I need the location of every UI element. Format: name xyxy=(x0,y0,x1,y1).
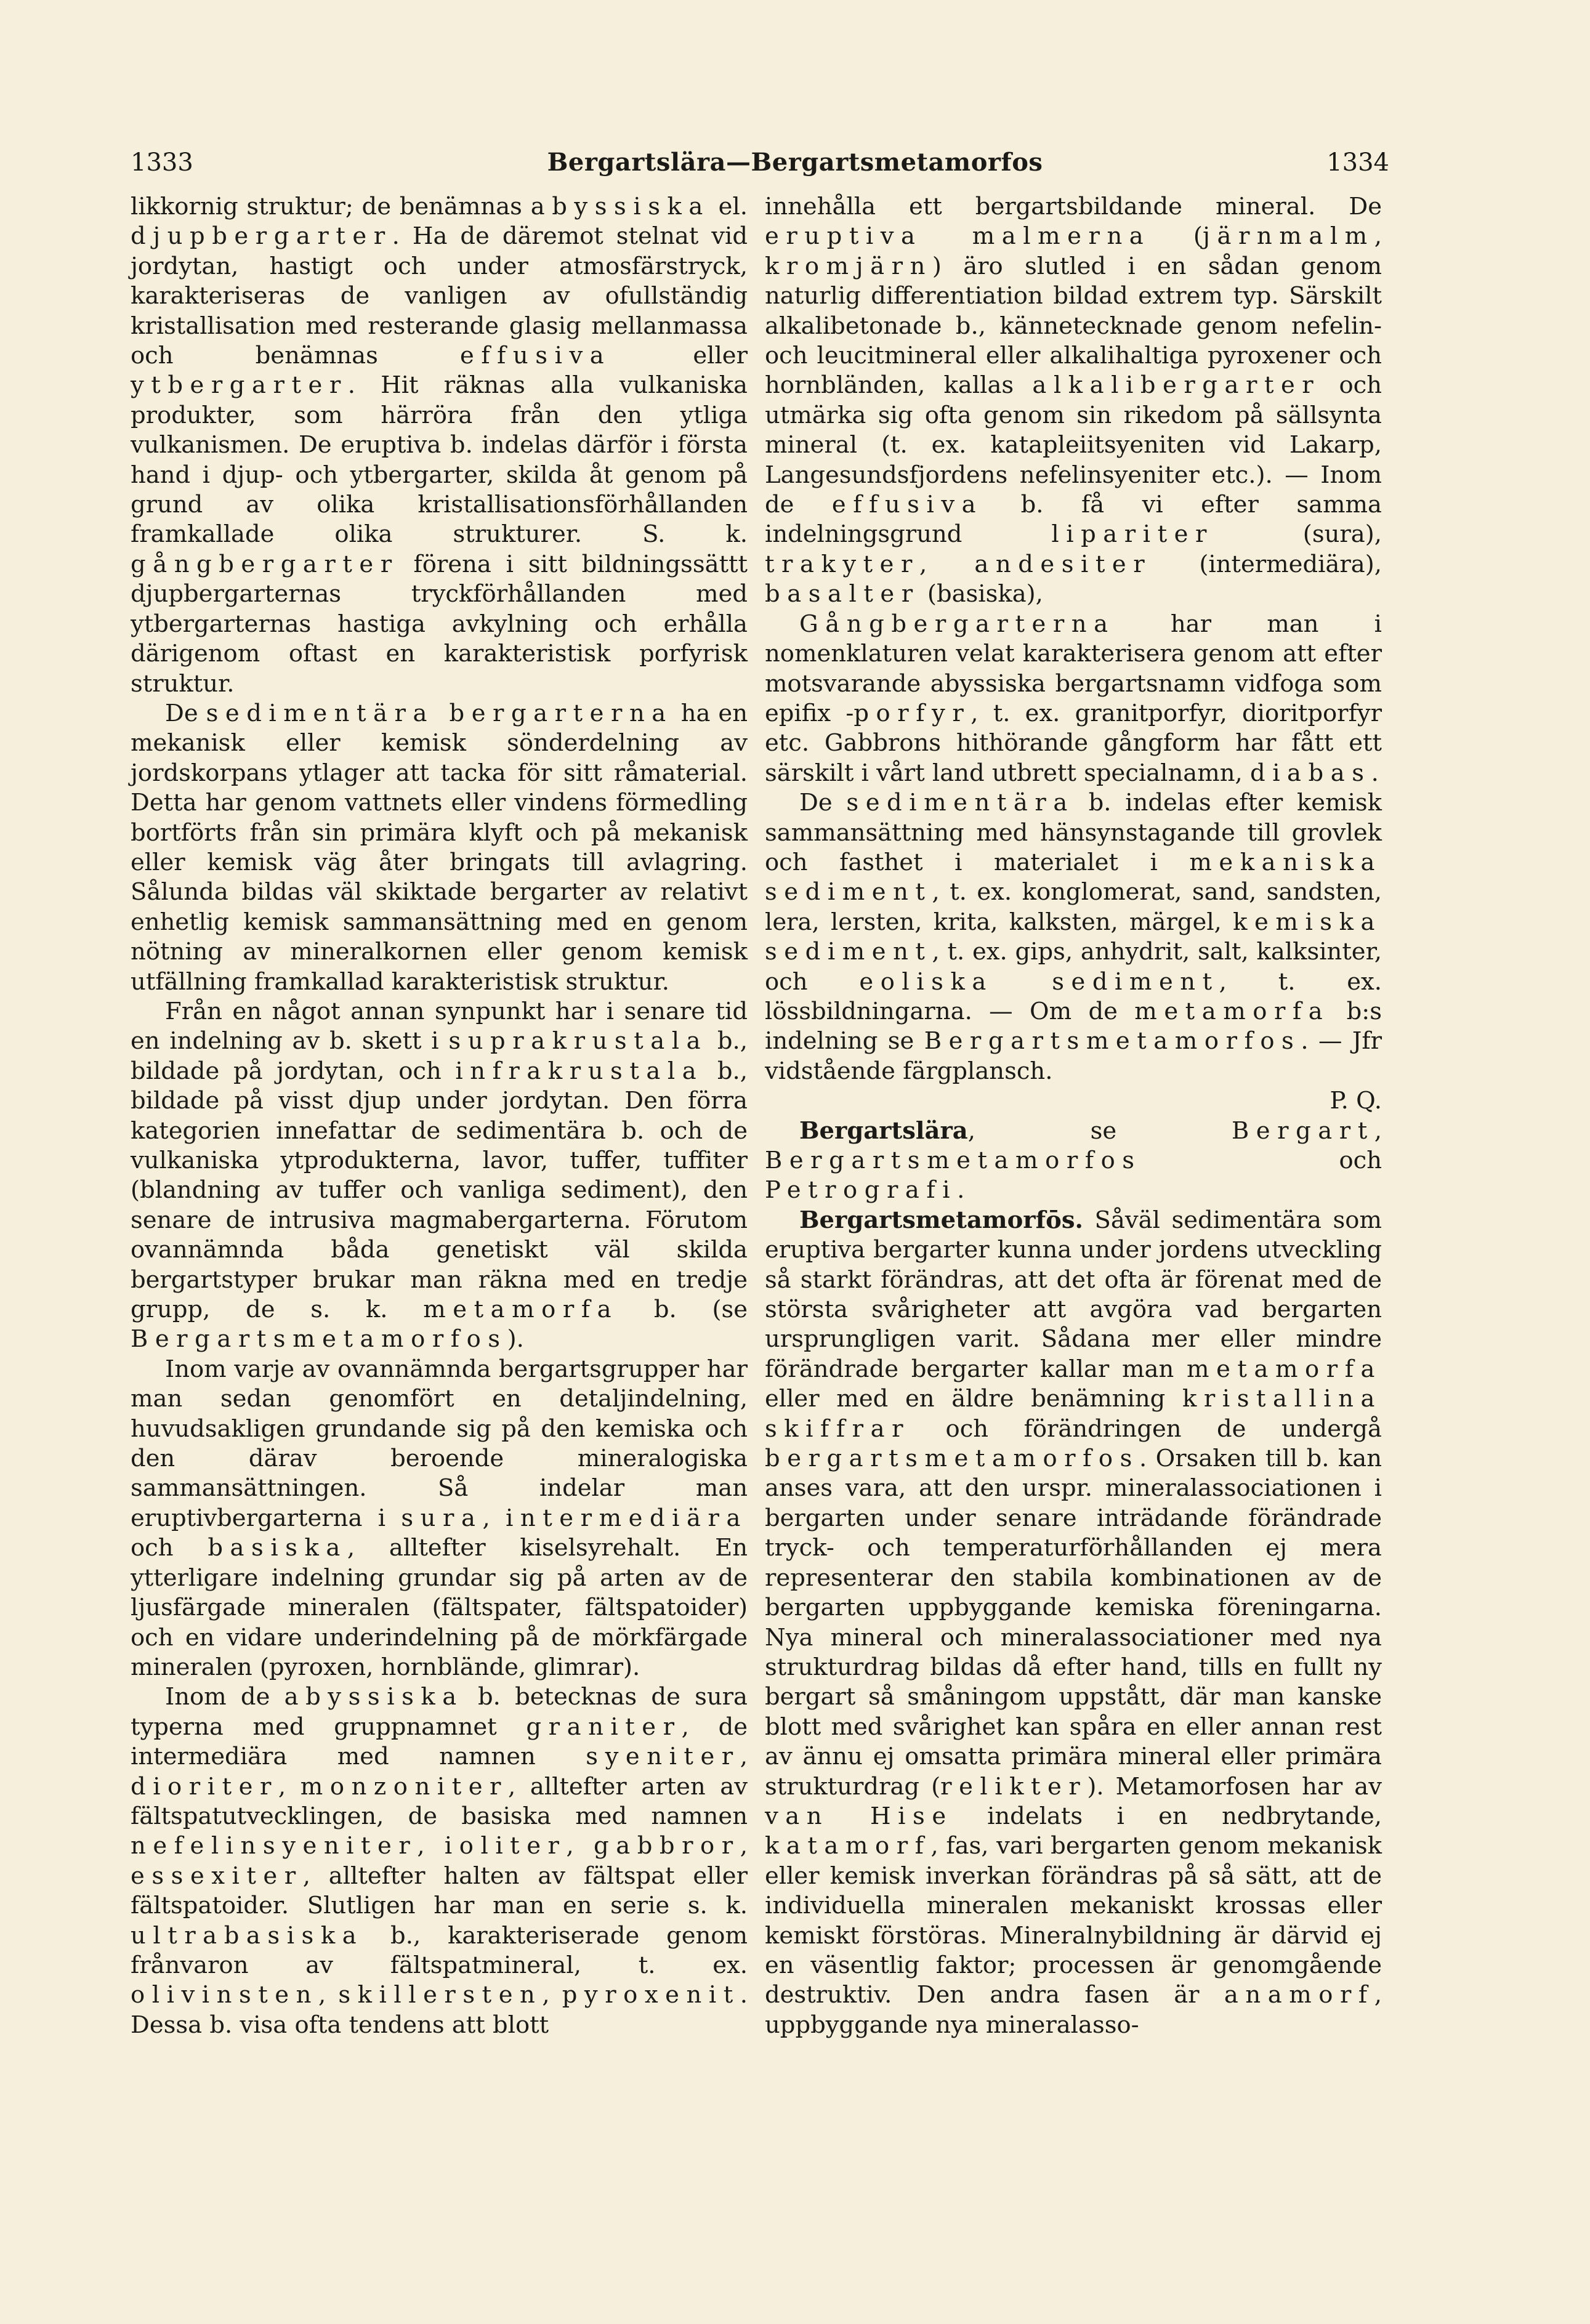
text-run: , xyxy=(278,1772,301,1801)
text-run: , se xyxy=(967,1116,1232,1145)
text-run: b. (se xyxy=(618,1296,748,1324)
spaced-term: anamorf xyxy=(1224,1981,1374,2009)
text-run: , xyxy=(919,550,975,578)
spaced-term: gabbror xyxy=(594,1832,740,1860)
spaced-term: alkalibergarter xyxy=(1032,371,1321,400)
text-run: , t. ex. lössbildningarna. — Om de xyxy=(765,967,1382,1025)
spaced-term: ultrabasiska xyxy=(131,1921,364,1950)
page-header xyxy=(0,145,1590,182)
page-number-left: 1333 xyxy=(131,148,193,177)
text-run: , xyxy=(417,1832,445,1860)
spaced-term: sedimentära xyxy=(846,789,1075,817)
text-run: (intermediära), xyxy=(1152,550,1382,578)
text-run: P. Q. xyxy=(1330,1087,1382,1115)
headword: Bergartslära xyxy=(799,1116,968,1145)
text-run: . Orsaken till b. kan anses vara, att den urspr. mineralassociationen i bergarten under senare inträdande förändrade tryck- och temperaturförhållanden ej mera representerar den stabila kombinationen av de bergarten uppbyggande kemiska föreningarna. Nya mineral och mineralassociationer med nya strukturdrag bildas då efter hand, tills en fullt ny bergart så småningom uppstått, där man kanske blott med svårighet kan spåra en eller annan rest av ännu ej omsatta primära mineral eller primära strukturdrag ( xyxy=(765,1445,1382,1801)
spaced-term: sedimentära bergarterna xyxy=(206,699,673,727)
text-run: eller med en äldre benämning xyxy=(765,1385,1183,1413)
text-run: , uppbyggande nya mineralasso- xyxy=(765,1981,1382,2039)
spaced-term: essexiter xyxy=(131,1862,303,1890)
spaced-term: metamorfa xyxy=(423,1296,619,1324)
text-run: innehålla ett bergartsbildande mineral. De xyxy=(765,193,1382,220)
spaced-term: olivinsten xyxy=(131,1981,318,2009)
text-run: eller xyxy=(611,342,748,370)
text-run: likkornig struktur; de benämnas xyxy=(131,193,531,220)
text-run: har man i nomenklaturen velat karakterisera genom att efter motsvarande abyssiska bergartsnamn vidfoga som epifix - xyxy=(765,610,1382,727)
text-run: . xyxy=(1371,759,1379,787)
spaced-term: skillersten xyxy=(338,1981,543,2009)
spaced-term: effusiva xyxy=(831,491,983,519)
spaced-term: monzoniter xyxy=(300,1772,509,1801)
paragraph xyxy=(765,788,1382,1086)
spaced-term: kemiska sediment xyxy=(765,908,1382,966)
spaced-term: katamorf xyxy=(765,1832,931,1860)
text-run: , alltefter halten av fältspat eller fältspatoider. Slutligen har man en serie s. k. xyxy=(131,1862,748,1920)
text-run: ha en mekanisk eller kemisk sönderdelning av jordskorpans ytlager att tacka för sitt råmaterial. Detta har genom vattnets eller vindens förmedling bortförts från sin primära klyft och på mekanisk eller kemisk väg åter bringats till avlagring. Sålunda bildas väl skiktade bergarter av relativt enhetlig kemisk sammansättning med en genom nötning av mineralkornen eller genom kemisk utfällning framkallad karakteristisk struktur. xyxy=(131,699,748,996)
page-number-right: 1334 xyxy=(1326,148,1389,177)
spaced-term: trakyter xyxy=(765,550,919,578)
spaced-term: suprakrustala xyxy=(448,1027,708,1055)
text-run: , xyxy=(542,1981,562,2009)
spaced-term: basalter xyxy=(765,580,920,608)
text-run: , t. ex. konglomerat, sand, sandsten, lera, lersten, krita, kalksten, märgel, xyxy=(765,878,1382,936)
spaced-term: Petrografi xyxy=(765,1176,958,1204)
text-run: (sura), xyxy=(1213,520,1382,549)
text-run: och xyxy=(131,1534,208,1562)
paragraph xyxy=(131,1355,748,1682)
text-run: , t. ex. gips, anhydrit, salt, kalksinter, och xyxy=(765,938,1382,996)
paragraph xyxy=(131,192,748,699)
text-run: , xyxy=(1374,1116,1382,1145)
text-run: , fas, vari bergarten genom mekanisk eller kemisk inverkan förändras på så sätt, att de individuella mineralen mekaniskt krossas eller kemiskt förstöras. Mineralnybildning är därvid ej en väsentlig faktor; processen är genomgående destruktiv. Den andra fasen är xyxy=(765,1832,1382,2009)
text-run: b. betecknas de sura typerna med gruppnamnet xyxy=(131,1683,748,1741)
text-run: , alltefter arten av fältspatutvecklingen, de basiska med namnen xyxy=(131,1772,748,1830)
spaced-term: järnmalm xyxy=(1202,222,1374,251)
spaced-term: Bergart xyxy=(1231,1116,1374,1145)
text-run: , de intermediära med namnen xyxy=(131,1713,748,1771)
paragraph xyxy=(131,1682,748,2040)
paragraph xyxy=(765,192,1382,610)
running-title: Bergartslära—Bergartsmetamorfos xyxy=(547,148,1043,177)
spaced-term: mekaniska sediment xyxy=(765,848,1382,906)
text-run: förena i sitt bildningssättt djupbergarternas tryckförhållanden med ytbergarternas hastiga avkylning och erhålla därigenom oftast en karakteristisk porfyrisk struktur. xyxy=(131,550,748,698)
spaced-term: Bergartsmetamorfos xyxy=(131,1325,507,1354)
text-run: b., karakteriserade genom frånvaron av fältspatmineral, t. ex. xyxy=(131,1921,748,1979)
text-run: b., bildade på jordytan, och xyxy=(131,1027,748,1085)
spaced-term: intermediära xyxy=(506,1504,748,1532)
spaced-term: pyroxenit xyxy=(562,1981,740,2009)
text-run: , xyxy=(566,1832,594,1860)
spaced-term: sura xyxy=(401,1504,483,1532)
text-run: b. indelas efter kemisk sammansättning med hänsynstagande till grovlek och fasthet i materialet i xyxy=(765,789,1382,876)
text-run: . — Jfr vidstående färgplansch. xyxy=(765,1027,1382,1085)
text-run: , xyxy=(482,1504,506,1532)
text-run: De xyxy=(799,789,847,817)
text-run: . Hit räknas alla vulkaniska produkter, som härröra från den ytliga vulkanismen. De eruptiva b. indelas därför i första hand i djup- och ytbergarter, skilda åt genom på grund av olika kristallisationsförhållanden framkallade olika strukturer. S. k. xyxy=(131,371,748,549)
spaced-term: metamorfa xyxy=(1187,1355,1382,1383)
spaced-term: metamorfa xyxy=(1134,997,1330,1025)
text-run: , t. ex. granitporfyr, dioritporfyr etc. Gabbrons hithörande gångform har fått ett särskilt i vårt land utbrett specialnamn, xyxy=(765,699,1382,787)
author-signature xyxy=(765,1086,1382,1116)
text-run: och xyxy=(1141,1147,1382,1174)
spaced-term: kristallina skiffrar xyxy=(765,1385,1382,1443)
left-column xyxy=(131,192,748,2040)
headword: Bergartsmetamorfōs. xyxy=(799,1206,1083,1234)
paragraph xyxy=(131,997,748,1355)
paragraph xyxy=(131,699,748,997)
text-run: indelats i en nedbrytande, xyxy=(953,1802,1382,1830)
text-run: b., bildade på visst djup under jordytan. Den förra kategorien innefattar de sedimentära b. och de vulkaniska ytprodukterna, lavor, tuffer, tuffiter (blandning av tuffer och vanliga sediment), den senare de intrusiva magmabergarterna. Förutom ovannämnda båda genetiskt väl skilda bergartstyper brukar man räkna med en tredje grupp, de s. k. xyxy=(131,1057,748,1324)
spaced-term: djupbergarter xyxy=(131,222,392,251)
spaced-term: dioriter xyxy=(131,1772,278,1801)
spaced-term: ioliter xyxy=(444,1832,567,1860)
text-run: ). Metamorfosen har av xyxy=(1087,1772,1382,1801)
spaced-term: Bergartsmetamorfos xyxy=(765,1147,1142,1174)
spaced-term: infrakrustala xyxy=(455,1057,704,1085)
spaced-term: lipariter xyxy=(1051,520,1214,549)
text-run: ( xyxy=(1150,222,1203,251)
spaced-term: Gångbergarterna xyxy=(799,610,1115,638)
text-run: , xyxy=(318,1981,339,2009)
text-run: , xyxy=(740,1743,748,1771)
spaced-term: kromjärn xyxy=(765,252,932,280)
text-run: ) äro slutled i en sådan genom naturlig differentiation bildad extrem typ. Särskilt alkalibetonade b., kännetecknade genom nefelin- och leucitmineral eller alkalihaltiga pyroxener och hornbländen, kallas xyxy=(765,252,1382,400)
text-run: Inom de xyxy=(165,1683,285,1711)
text-run: , alltefter kiselsyrehalt. En ytterligare indelning grundar sig på arten av de ljusfärgade mineralen (fältspater, fältspatoider) och en vidare underindelning på de mörkfärgade mineralen (pyroxen, hornblände, glimrar). xyxy=(131,1534,748,1681)
spaced-term: eoliska sediment xyxy=(859,967,1219,996)
spaced-term: van Hise xyxy=(765,1802,953,1830)
text-run: el. xyxy=(709,193,748,220)
spaced-term: nefelinsyeniter xyxy=(131,1832,418,1860)
spaced-term: effusiva xyxy=(460,342,611,370)
text-run: . Dessa b. visa ofta tendens att blott xyxy=(131,1981,748,2039)
text-run: (basiska), xyxy=(919,580,1043,608)
spaced-term: syeniter xyxy=(586,1743,740,1771)
text-run: , xyxy=(1374,222,1382,251)
spaced-term: abyssiska xyxy=(284,1683,464,1711)
text-run: ). xyxy=(507,1325,524,1354)
spaced-term: porfyr xyxy=(854,699,971,727)
text-run: Från en något annan synpunkt har i senare tid en indelning av b. skett i xyxy=(131,997,748,1055)
text-run: och förändringen de undergå xyxy=(910,1414,1382,1443)
text-run: . xyxy=(957,1176,965,1204)
spaced-term: abyssiska xyxy=(530,193,710,220)
spaced-term: basiska xyxy=(208,1534,347,1562)
spaced-term: graniter xyxy=(526,1713,682,1741)
text-run: Inom varje av ovannämnda bergartsgrupper har man sedan genomfört en detaljindelning, huvudsakligen grundande sig på den kemiska och den därav beroende mineralogiska sammansättningen. Så indelar man eruptivbergarterna i xyxy=(131,1355,748,1532)
paragraph xyxy=(765,1116,1382,1206)
text-run: b:s indelning se xyxy=(765,997,1382,1055)
text-run: b. få vi efter samma indelningsgrund xyxy=(765,491,1382,549)
spaced-term: andesiter xyxy=(974,550,1152,578)
spaced-term: relikter xyxy=(940,1772,1088,1801)
right-column xyxy=(765,192,1382,2040)
spaced-term: diabas xyxy=(1250,759,1371,787)
text-run: De xyxy=(165,699,206,727)
text-run: , xyxy=(740,1832,748,1860)
spaced-term: gångbergarter xyxy=(131,550,399,578)
spaced-term: ytbergarter xyxy=(131,371,348,400)
spaced-term: bergartsmetamorfos xyxy=(765,1445,1139,1473)
text-run: och utmärka sig ofta genom sin rikedom på sällsynta mineral (t. ex. katapleiitsyeniten vid Lakarp, Langesundsfjordens nefelinsyeniter etc.). — Inom de xyxy=(765,371,1382,519)
paragraph xyxy=(765,610,1382,788)
text-run: Såväl sedimentära som eruptiva bergarter kunna under jordens utveckling så starkt förändras, att det ofta är förenat med de största svårigheter att avgöra vad bergarten ursprungligen varit. Sådana mer eller mindre förändrade bergarter kallar man xyxy=(765,1206,1382,1383)
text-run: . Ha de däremot stelnat vid jordytan, hastigt och under atmosfärstryck, karakteriseras de vanligen av ofullständig kristallisation med resterande glasig mellanmassa och benämnas xyxy=(131,222,748,370)
spaced-term: eruptiva malmerna xyxy=(765,222,1151,251)
spaced-term: Bergartsmetamorfos xyxy=(924,1027,1301,1055)
paragraph xyxy=(765,1206,1382,2040)
